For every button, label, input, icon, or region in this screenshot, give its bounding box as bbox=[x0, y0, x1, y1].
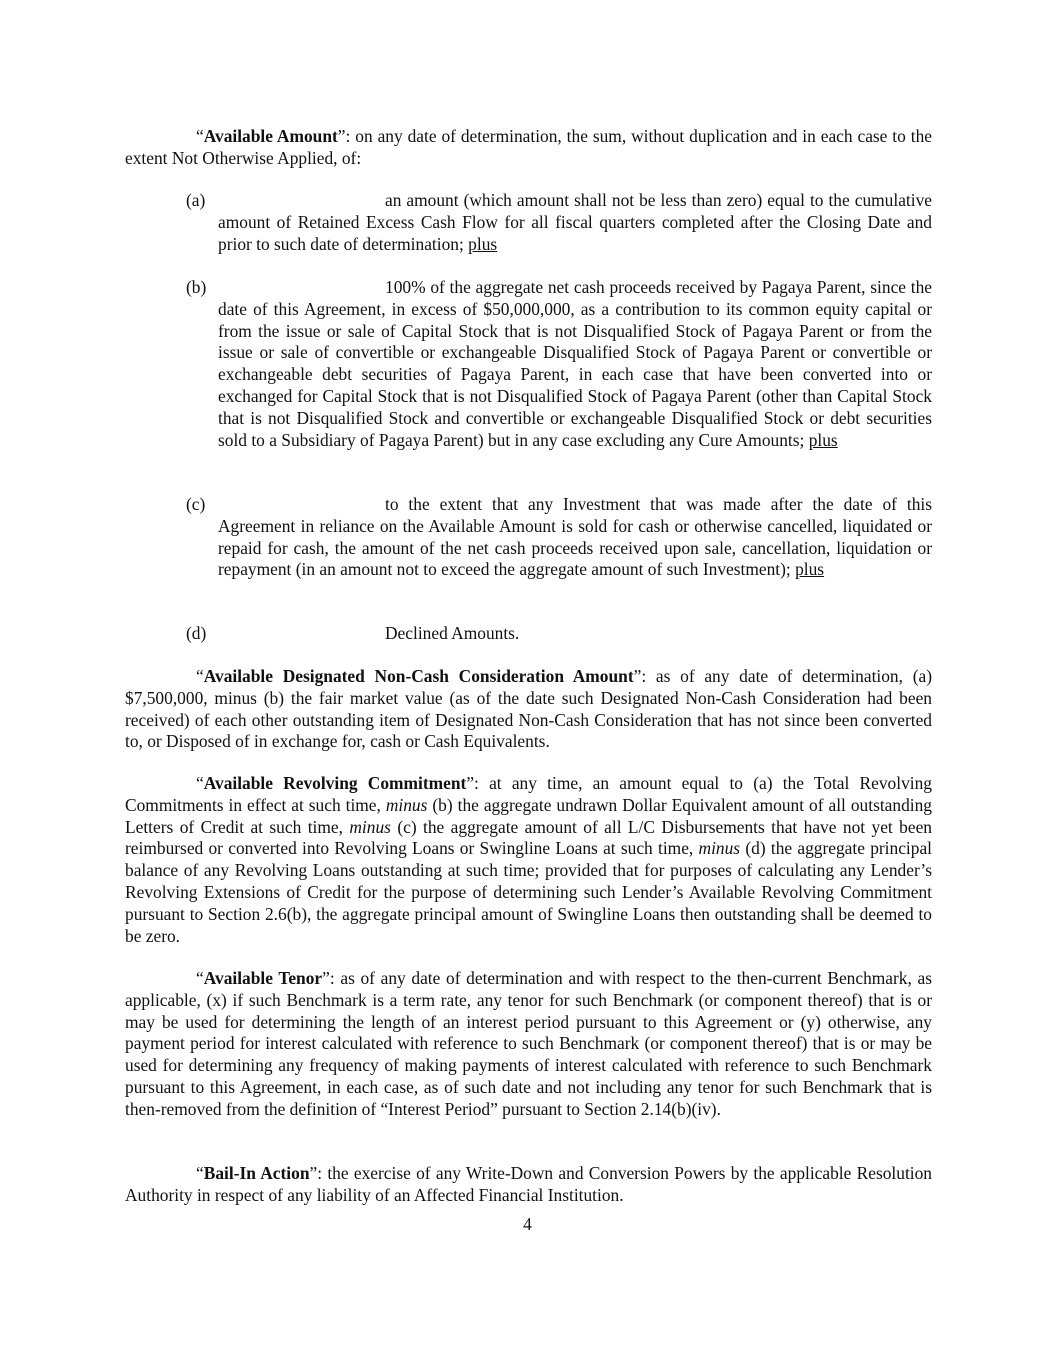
defined-term: Available Amount bbox=[203, 126, 338, 146]
item-label: (b) bbox=[186, 277, 207, 297]
definition-text: : as of any date of determination, (a) $7,500,000, minus (b) the fair market value (as of the date such Designated Non-Cash Consideration had been received) of each other outstanding item of Designated Non-Cash Consideration that has not since been converted to, or Disposed of in exchange for, cash or Cash Equivalents. bbox=[125, 666, 932, 752]
item-text: Declined Amounts. bbox=[385, 623, 520, 643]
definition-text: : on any date of determination, the sum, without duplication and in each case to the extent Not Otherwise Applied, of: bbox=[125, 126, 932, 168]
definition-revolving-commitment: “Available Revolving Commitment”: at any time, an amount equal to (a) the Total Revolving Commitments in effect at such time, minus (b) the aggregate undrawn Dollar Equivalent amount of all outstanding Letters of Credit at such time, minus (c) the aggregate amount of all L/C Disbursements that have not yet been reimbursed or converted into Revolving Loans or Swingline Loans at such time, minus (d) the aggregate principal balance of any Revolving Loans outstanding at such time; provided that for purposes of calculating any Lender’s Revolving Extensions of Credit for the purpose of determining such Lender’s Available Revolving Commitment pursuant to Section 2.6(b), the aggregate principal amount of Swingline Loans then outstanding shall be deemed to be zero. bbox=[125, 773, 933, 946]
item-label: (c) bbox=[186, 494, 206, 514]
item-text: an amount (which amount shall not be less than zero) equal to the cumulative amount of Retained Excess Cash Flow for all fiscal quarters completed after the Closing Date and prior to such date of determination; bbox=[218, 190, 932, 254]
item-text: to the extent that any Investment that was made after the date of this Agreement in reliance on the Available Amount is sold for cash or otherwise cancelled, liquidated or repaid for cash, the amount of the net cash proceeds received upon sale, cancellation, liquidation or repayment (in an amount not to exceed the aggregate amount of such Investment); bbox=[218, 494, 932, 580]
item-text: 100% of the aggregate net cash proceeds received by Pagaya Parent, since the date of this Agreement, in excess of $50,000,000, as a contribution to its common equity capital or from the issue or sale of Capital Stock that is not Disqualified Stock of Pagaya Parent or from the issue or sale of convertible or exchangeable Disqualified Stock of Pagaya Parent or convertible or exchangeable debt securities of Pagaya Parent, in each case that have been converted into or exchanged for Capital Stock that is not Disqualified Stock of Pagaya Parent (other than Capital Stock that is not Disqualified Stock and convertible or exchangeable Disqualified Stock or debt securities sold to a Subsidiary of Pagaya Parent) but in any case excluding any Cure Amounts; bbox=[218, 277, 932, 450]
item-suffix: plus bbox=[808, 429, 838, 450]
definition-designated-noncash: “Available Designated Non-Cash Consideration Amount”: as of any date of determination, (a) $7,500,000, minus (b) the fair market value (as of the date such Designated Non-Cash Consideration had been received) of each other outstanding item of Designated Non-Cash Consideration that has not since been converted to, or Disposed of in exchange for, cash or Cash Equivalents. bbox=[125, 666, 932, 752]
defined-term: Available Tenor bbox=[203, 968, 323, 988]
definition-text: : the exercise of any Write-Down and Conversion Powers by the applicable Resolution Authority in respect of any liability of an Affected Financial Institution. bbox=[125, 1163, 932, 1205]
definition-text: : as of any date of determination and with respect to the then-current Benchmark, as applicable, (x) if such Benchmark is a term rate, any tenor for such Benchmark (or component thereof) that is or may be used for determining the length of an interest period pursuant to this Agreement or (y) otherwise, any payment period for interest calculated with reference to such Benchmark (or component thereof) that is or may be used for determining any frequency of making payments of interest calculated with reference to such Benchmark pursuant to this Agreement, in each case, as of such date and not including any tenor for such Benchmark that is then-removed from the definition of “Interest Period” pursuant to Section 2.14(b)(iv). bbox=[125, 968, 932, 1119]
item-suffix: plus bbox=[468, 233, 498, 254]
definition-bail-in-action: “Bail-In Action”: the exercise of any Write-Down and Conversion Powers by the applicable Resolution Authority in respect of any liability of an Affected Financial Institution. bbox=[125, 1163, 932, 1205]
definition-available-amount: “Available Amount”: on any date of determination, the sum, without duplication and in each case to the extent Not Otherwise Applied, of: bbox=[125, 126, 932, 168]
item-suffix: plus bbox=[795, 559, 825, 580]
item-label: (d) bbox=[186, 623, 207, 643]
item-label: (a) bbox=[186, 190, 206, 210]
defined-term: Bail-In Action bbox=[203, 1163, 310, 1183]
defined-term: Available Designated Non-Cash Consideration Amount bbox=[203, 666, 634, 686]
definition-available-tenor: “Available Tenor”: as of any date of determination and with respect to the then-current Benchmark, as applicable, (x) if such Benchmark is a term rate, any tenor for such Benchmark (or component thereof) that is or may be used for determining the length of an interest period pursuant to this Agreement or (y) otherwise, any payment period for interest calculated with reference to such Benchmark (or component thereof) that is or may be used for determining any frequency of making payments of interest calculated with reference to such Benchmark pursuant to this Agreement, in each case, as of such date and not including any tenor for such Benchmark that is then-removed from the definition of “Interest Period” pursuant to Section 2.14(b)(iv). bbox=[125, 968, 932, 1119]
defined-term: Available Revolving Commitment bbox=[203, 773, 467, 793]
page-number: 4 bbox=[523, 1214, 532, 1234]
